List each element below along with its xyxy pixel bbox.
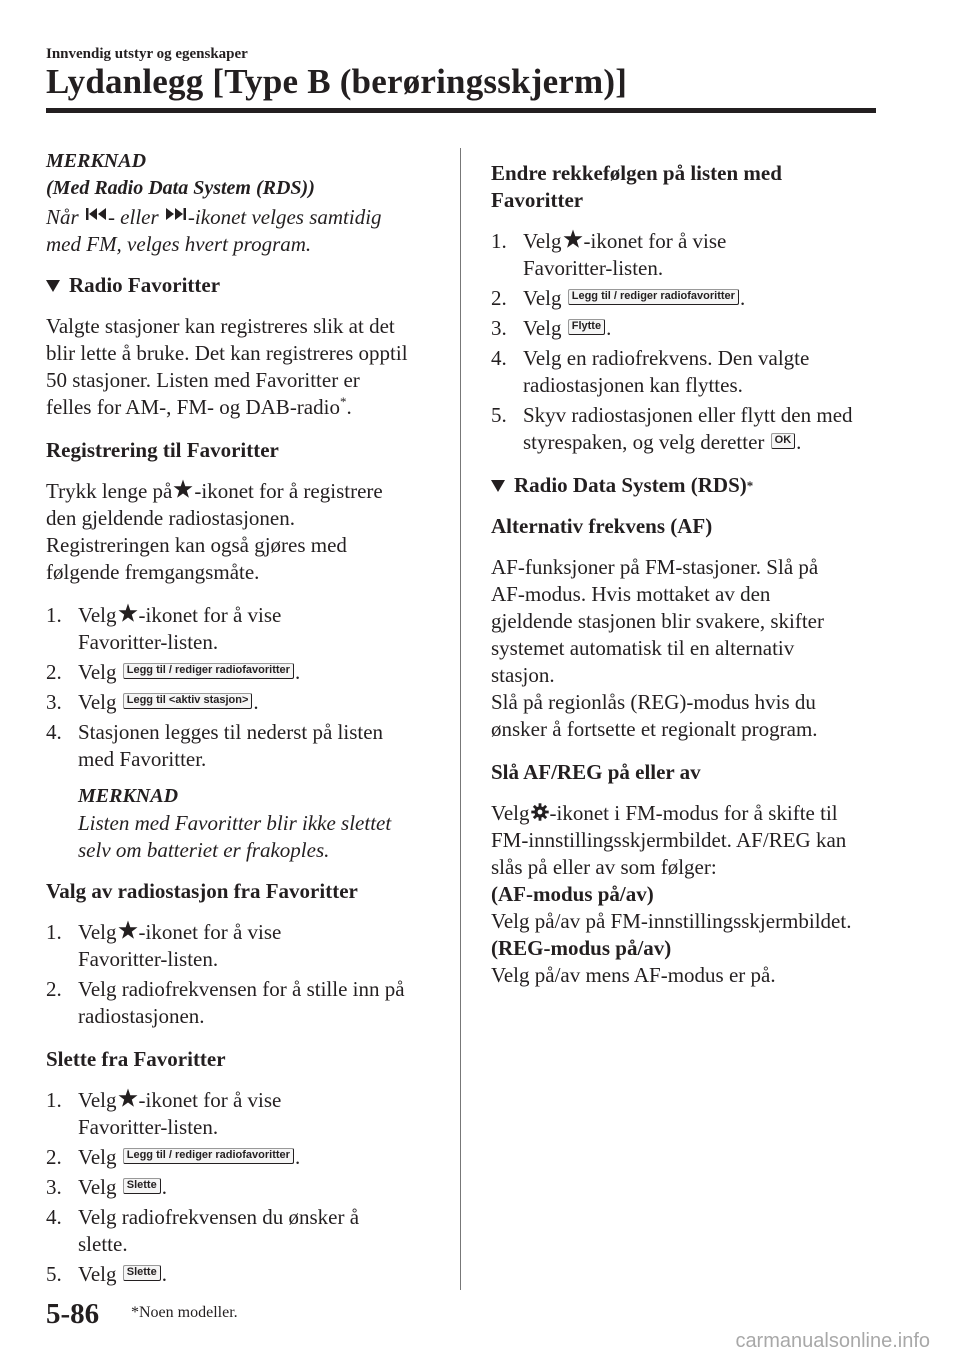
step-text: radiostasjonen. xyxy=(78,1004,205,1028)
step-number: 4. xyxy=(46,720,62,744)
paragraph-line: ønsker å fortsette et regionalt program. xyxy=(491,717,818,741)
step-number: 2. xyxy=(491,286,507,310)
section-heading-radio-favorites xyxy=(46,272,444,299)
step-text: Velg xyxy=(78,1145,117,1169)
paragraph-line: FM-innstillingsskjermbildet. AF/REG kan xyxy=(491,828,847,852)
triangle-marker-icon xyxy=(46,280,60,292)
section-heading-rds: Radio Data System (RDS) * xyxy=(491,472,891,499)
step-text: Favoritter-listen. xyxy=(78,630,219,654)
note-text-part: Når xyxy=(46,205,79,229)
step-text: Velg xyxy=(78,660,117,684)
move-button[interactable]: Flytte xyxy=(568,319,605,335)
step-text: Velg xyxy=(78,690,117,714)
step-number: 4. xyxy=(46,1205,62,1229)
step-item: 5. Skyv radiostasjonen eller flytt den med styrespaken, og velg deretter OK . xyxy=(491,403,853,454)
paragraph-line: Trykk lenge på xyxy=(46,479,173,503)
delete-button[interactable]: Slette xyxy=(123,1178,161,1194)
step-text: Velg xyxy=(78,603,117,627)
paragraph-line: blir lette å bruke. Det kan registreres opptil xyxy=(46,341,408,365)
step-item: 2. Velg Legg til / rediger radiofavoritter . xyxy=(46,660,301,684)
toggle-text xyxy=(491,800,891,989)
step-item xyxy=(491,345,891,399)
step-text: Skyv radiostasjonen eller flytt den med xyxy=(523,403,853,427)
star-icon xyxy=(173,479,193,499)
step-text: -ikonet for å vise xyxy=(138,1088,282,1112)
subheading-register: Registrering til Favoritter xyxy=(46,438,279,462)
step-item: 2. Velg Legg til / rediger radiofavoritter . xyxy=(491,286,746,310)
step-text: Favoritter-listen. xyxy=(78,947,219,971)
step-item: 5. Velg Slette . xyxy=(46,1262,167,1286)
step-text: Velg xyxy=(78,1088,117,1112)
af-text xyxy=(491,554,891,743)
footnote-mark: * xyxy=(339,394,347,409)
step-number: 1. xyxy=(491,229,507,253)
step-number: 3. xyxy=(491,316,507,340)
star-icon xyxy=(118,603,138,623)
reg-mode-label: (REG-modus på/av) xyxy=(491,936,672,960)
paragraph-line: AF-funksjoner på FM-stasjoner. Slå på xyxy=(491,555,819,579)
step-text: Velg radiofrekvensen du ønsker å xyxy=(78,1205,360,1229)
step-item xyxy=(46,976,444,1030)
paragraph-line: slås på eller av som følger: xyxy=(491,855,717,879)
section-heading-text: Radio Favoritter xyxy=(69,273,221,297)
paragraph-line: 50 stasjoner. Listen med Favoritter er xyxy=(46,368,360,392)
step-item: 3. Velg Slette . xyxy=(46,1175,167,1199)
step-text: Velg xyxy=(78,1262,117,1286)
paragraph-line: -ikonet i FM-modus for å skifte til xyxy=(549,801,838,825)
step-number: 5. xyxy=(46,1262,62,1286)
watermark: carmanualsonline.info xyxy=(735,1330,930,1352)
paragraph-line: Slå på regionlås (REG)-modus hvis du xyxy=(491,690,816,714)
step-number: 5. xyxy=(491,403,507,427)
step-item xyxy=(46,602,444,656)
subheading-delete: Slette fra Favoritter xyxy=(46,1047,226,1071)
delete-button[interactable]: Slette xyxy=(123,1265,161,1281)
paragraph-line: Registreringen kan også gjøres med xyxy=(46,533,347,557)
punctuation: . xyxy=(346,395,352,419)
add-edit-favorites-button[interactable]: Legg til / rediger radiofavoritter xyxy=(123,1148,294,1164)
footnote: *Noen modeller. xyxy=(131,1304,238,1321)
note-heading: MERKNAD xyxy=(46,150,147,172)
step-text: radiostasjonen kan flyttes. xyxy=(523,373,743,397)
step-text: Favoritter-listen. xyxy=(523,256,664,280)
step-number: 1. xyxy=(46,920,62,944)
triangle-marker-icon xyxy=(491,480,505,492)
step-item: 2. Velg Legg til / rediger radiofavoritter . xyxy=(46,1145,301,1169)
paragraph-line: den gjeldende radiostasjonen. xyxy=(46,506,296,530)
step-number: 2. xyxy=(46,977,62,1001)
step-text: Velg xyxy=(523,286,562,310)
paragraph-line: gjeldende stasjonen blir svakere, skifter xyxy=(491,609,824,633)
step-text: Velg xyxy=(78,1175,117,1199)
register-note xyxy=(78,783,444,864)
step-text: -ikonet for å vise xyxy=(583,229,727,253)
ok-button[interactable]: OK xyxy=(771,433,796,449)
step-item xyxy=(491,228,891,282)
paragraph-line: systemet automatisk til en alternativ xyxy=(491,636,795,660)
note-text: Listen med Favoritter blir ikke slettet xyxy=(78,811,392,835)
step-item xyxy=(46,719,444,773)
page-title: Lydanlegg [Type B (berøringsskjerm)] xyxy=(46,62,628,101)
subheading-af: Alternativ frekvens (AF) xyxy=(491,514,713,538)
step-text: -ikonet for å vise xyxy=(138,920,282,944)
af-mode-label: (AF-modus på/av) xyxy=(491,882,654,906)
paragraph-line: Velg på/av mens AF-modus er på. xyxy=(491,963,776,987)
subheading-reorder xyxy=(491,160,891,214)
paragraph-line: felles for AM-, FM- og DAB-radio xyxy=(46,395,340,419)
note-subheading: (Med Radio Data System (RDS)) xyxy=(46,177,315,199)
step-text: Stasjonen legges til nederst på listen xyxy=(78,720,384,744)
step-text: styrespaken, og velg deretter xyxy=(523,430,765,454)
note-text-part: med FM, velges hvert program. xyxy=(46,232,312,256)
step-text: Velg radiofrekvensen for å stille inn på xyxy=(78,977,405,1001)
seek-back-icon xyxy=(85,207,107,221)
step-number: 3. xyxy=(46,690,62,714)
seek-forward-icon xyxy=(165,207,187,221)
paragraph-line: Valgte stasjoner kan registreres slik at det xyxy=(46,314,395,338)
step-item: 3. Velg Flytte . xyxy=(491,316,612,340)
favorites-intro xyxy=(46,313,444,421)
paragraph-line: Velg xyxy=(491,801,530,825)
step-number: 1. xyxy=(46,1088,62,1112)
paragraph-line: stasjon. xyxy=(491,663,555,687)
step-number: 1. xyxy=(46,603,62,627)
section-label: Innvendig utstyr og egenskaper xyxy=(46,46,248,62)
paragraph-line: følgende fremgangsmåte. xyxy=(46,560,260,584)
delete-steps xyxy=(46,1087,444,1288)
step-text: med Favoritter. xyxy=(78,747,207,771)
step-item xyxy=(46,919,444,973)
step-number: 2. xyxy=(46,1145,62,1169)
step-number: 3. xyxy=(46,1175,62,1199)
add-edit-favorites-button[interactable]: Legg til / rediger radiofavoritter xyxy=(123,663,294,679)
gear-icon xyxy=(531,803,549,821)
paragraph-line: AF-modus. Hvis mottaket av den xyxy=(491,582,771,606)
step-text: Velg xyxy=(523,316,562,340)
reorder-steps xyxy=(491,228,891,456)
header-rule xyxy=(46,108,876,113)
heading-line: Endre rekkefølgen på listen med xyxy=(491,161,782,185)
step-text: Velg en radiofrekvens. Den valgte xyxy=(523,346,810,370)
step-item: 3. Velg Legg til <aktiv stasjon> . xyxy=(46,690,259,714)
right-column xyxy=(491,160,891,1005)
paragraph-line: Velg på/av på FM-innstillingsskjermbildet. xyxy=(491,909,852,933)
paragraph-line: -ikonet for å registrere xyxy=(194,479,383,503)
select-steps xyxy=(46,919,444,1030)
note-text: selv om batteriet er frakoples. xyxy=(78,838,330,862)
step-text: slette. xyxy=(78,1232,128,1256)
rds-note xyxy=(46,148,444,258)
step-number: 2. xyxy=(46,660,62,684)
note-text xyxy=(46,204,444,258)
step-number: 4. xyxy=(491,346,507,370)
note-text-part: -ikonet velges samtidig xyxy=(187,205,382,229)
column-divider xyxy=(460,148,461,1290)
star-icon xyxy=(118,920,138,940)
heading-line: Favoritter xyxy=(491,188,584,212)
note-heading: MERKNAD xyxy=(78,785,179,807)
add-active-station-button[interactable]: Legg til <aktiv stasjon> xyxy=(123,693,253,709)
register-steps xyxy=(46,602,444,773)
add-edit-favorites-button[interactable]: Legg til / rediger radiofavoritter xyxy=(568,289,739,305)
step-text: -ikonet for å vise xyxy=(138,603,282,627)
step-text: Favoritter-listen. xyxy=(78,1115,219,1139)
step-text: Velg xyxy=(523,229,562,253)
step-text: Velg xyxy=(78,920,117,944)
star-icon xyxy=(563,229,583,249)
star-icon xyxy=(118,1088,138,1108)
subheading-toggle: Slå AF/REG på eller av xyxy=(491,760,701,784)
left-column xyxy=(46,148,444,1304)
step-item xyxy=(46,1204,444,1258)
section-heading-text: Radio Data System (RDS) xyxy=(514,473,747,497)
subheading-select: Valg av radiostasjon fra Favoritter xyxy=(46,879,358,903)
step-item xyxy=(46,1087,444,1141)
note-text-part: - eller xyxy=(107,205,159,229)
register-text xyxy=(46,478,444,586)
page-number: 5-86 xyxy=(46,1298,100,1330)
